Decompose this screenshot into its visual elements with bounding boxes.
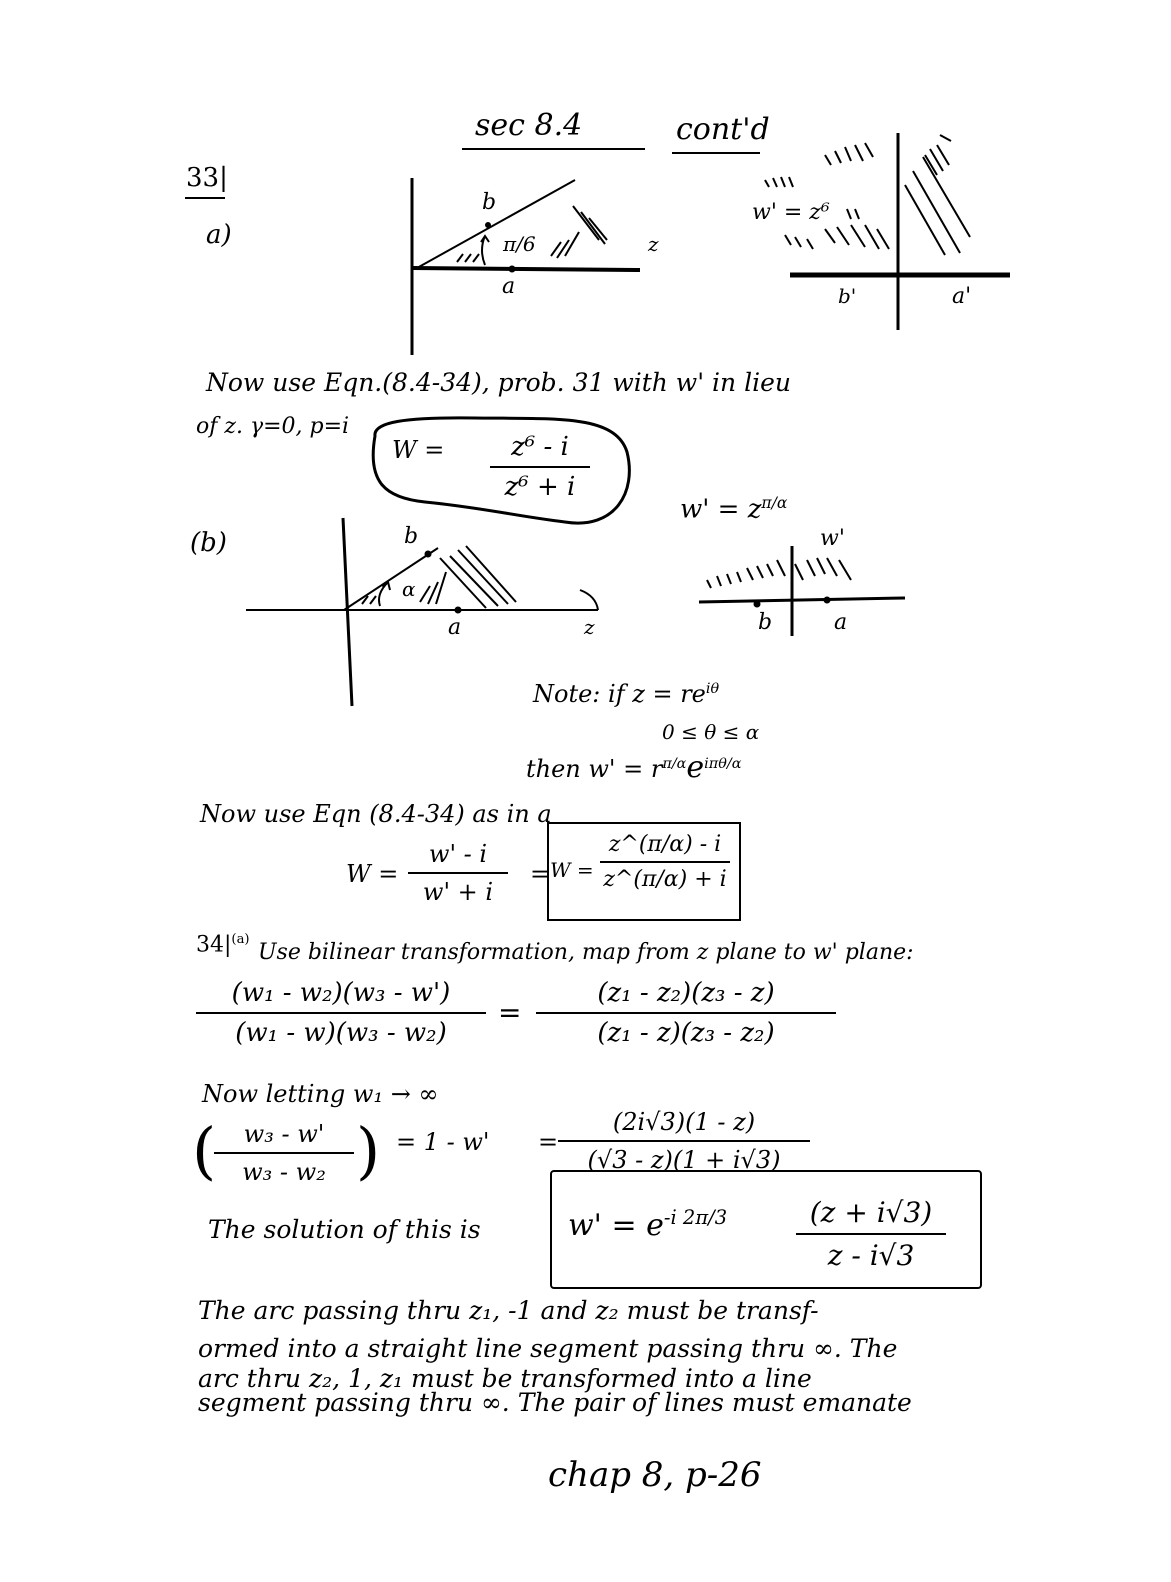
part-b-w-denominator: w' + i	[422, 878, 494, 906]
part-a-formula-fraction	[490, 432, 590, 502]
contd-underline	[672, 152, 760, 154]
page-footer: chap 8, p-26	[548, 1455, 762, 1495]
solution-lhs	[568, 1206, 727, 1243]
hatching	[362, 546, 516, 608]
solution-numerator: (z + i√3)	[809, 1196, 933, 1229]
part-a-formula-lhs: W =	[392, 436, 445, 464]
paren-fraction	[214, 1120, 354, 1186]
paragraph-line-4: segment passing thru ∞. The pair of lines must emanate	[198, 1388, 912, 1417]
note-line-1-exponent: iθ	[705, 681, 720, 697]
paragraph-line-3: arc thru z₂, 1, z₁ must be transformed into a line	[198, 1364, 812, 1393]
point-a	[824, 597, 831, 604]
part-a-text-1: Now use Eqn.(8.4-34), prob. 31 with w' in lieu	[206, 368, 791, 397]
part-b-w-fraction	[408, 840, 508, 906]
section-title-underline	[462, 148, 645, 150]
paren-denominator: w₃ - w₂	[242, 1158, 326, 1186]
paragraph-line-2: ormed into a straight line segment passing thru ∞. The	[198, 1334, 898, 1363]
hatching	[765, 135, 970, 255]
fig-b-a-label: a	[448, 615, 462, 640]
figure-33b-w-plane	[695, 530, 910, 640]
point-b	[485, 222, 491, 228]
part-a-label: a)	[206, 220, 232, 250]
paren-left: (	[192, 1114, 217, 1187]
axis-x	[699, 598, 905, 602]
rhs2-numerator: (2i√3)(1 - z)	[612, 1108, 756, 1136]
fig-b-b-label: b	[404, 524, 419, 549]
note-line-3-e: e	[686, 750, 705, 785]
fig-a-aprime-label: a'	[952, 284, 972, 309]
part-b-map-exponent: π/α	[761, 494, 788, 512]
point-a	[509, 266, 516, 273]
rhs2-denominator: (√3 - z)(1 + i√3)	[587, 1146, 781, 1174]
point-b	[754, 601, 761, 608]
fig-b-b2-label: b	[758, 610, 773, 635]
point-a	[455, 607, 462, 614]
fig-b-wprime-label: w'	[820, 526, 845, 551]
note-line-3-exp1: π/α	[662, 756, 687, 772]
part-b-map	[680, 494, 787, 525]
axis-y	[343, 518, 352, 706]
part-b-w-lhs: W =	[346, 860, 399, 888]
rhs2-fraction	[558, 1108, 810, 1174]
bilinear-lhs-denominator: (w₁ - w)(w₃ - w₂)	[235, 1018, 447, 1048]
fig-a-map-label: w' = z⁶	[752, 200, 830, 225]
second-equals: =	[538, 1128, 559, 1156]
part-b-result-fraction	[600, 832, 730, 892]
part-a-formula-denominator: z⁶ + i	[504, 472, 576, 502]
bilinear-rhs-denominator: (z₁ - z)(z₃ - z₂)	[597, 1018, 775, 1048]
solution-lhs-text: w' = e	[568, 1208, 664, 1243]
part-b-text: Now use Eqn (8.4-34) as in a	[200, 800, 552, 828]
problem-34-number: $34|^{(a)}$	[196, 932, 250, 958]
note-line-3-text: then w' = r	[526, 755, 663, 783]
problem-33-number: 33|	[186, 163, 228, 193]
problem-33-underline	[185, 197, 225, 199]
solution-label: The solution of this is	[208, 1215, 481, 1244]
solution-fraction	[796, 1196, 946, 1272]
bilinear-lhs-numerator: (w₁ - w₂)(w₃ - w')	[231, 978, 451, 1008]
hatching	[707, 558, 851, 588]
part-b-label: (b)	[190, 528, 227, 558]
problem-34-part: (a)	[231, 932, 250, 947]
section-title: sec 8.4	[475, 108, 583, 143]
fig-a-bprime-label: b'	[838, 284, 857, 308]
part-b-map-base: w' = z	[680, 494, 762, 525]
note-line-1	[533, 680, 719, 708]
fig-b-z-label: z	[584, 615, 595, 639]
part-b-result-numerator: z^(π/α) - i	[608, 832, 722, 857]
letting-text: Now letting w₁ → ∞	[202, 1080, 439, 1108]
note-line-1-text: Note: if z = re	[533, 680, 706, 708]
fig-b-angle-label: α	[402, 577, 416, 601]
part-b-equals: =	[530, 860, 551, 888]
solution-denominator: z - i√3	[827, 1239, 915, 1272]
note-line-2: 0 ≤ θ ≤ α	[662, 720, 760, 744]
figure-33a-w-plane	[755, 125, 1015, 335]
one-minus-w: = 1 - w'	[396, 1128, 490, 1156]
bilinear-lhs	[196, 978, 486, 1048]
part-b-result-denominator: z^(π/α) + i	[603, 867, 727, 892]
fig-a-angle-label: π/6	[503, 232, 536, 256]
axis-x	[412, 268, 640, 270]
bilinear-equals: =	[498, 996, 522, 1029]
figure-33a-z-plane	[395, 170, 655, 360]
problem-34-intro: Use bilinear transformation, map from z plane to w' plane:	[258, 940, 914, 965]
fig-a-z-label: z	[648, 232, 659, 256]
angle-arrow	[481, 236, 489, 265]
fig-b-a2-label: a	[834, 610, 848, 635]
bilinear-rhs	[536, 978, 836, 1048]
solution-exponent: -i 2π/3	[663, 1206, 728, 1229]
wedge-ray	[344, 548, 438, 610]
fig-a-b-label: b	[482, 190, 497, 215]
paragraph-line-1: The arc passing thru z₁, -1 and z₂ must be transf-	[198, 1296, 819, 1325]
fig-a-a-label: a	[502, 274, 516, 299]
part-b-w-numerator: w' - i	[428, 840, 488, 868]
bilinear-rhs-numerator: (z₁ - z₂)(z₃ - z)	[597, 978, 775, 1008]
paren-right: )	[356, 1114, 381, 1187]
note-line-3	[526, 750, 741, 785]
point-b	[425, 551, 432, 558]
paren-numerator: w₃ - w'	[243, 1120, 325, 1148]
part-a-formula-numerator: z⁶ - i	[511, 432, 569, 462]
part-a-text-2: of z. γ=0, p=i	[196, 414, 350, 439]
contd-label: cont'd	[676, 112, 770, 147]
part-b-result-lhs: W =	[550, 858, 594, 882]
note-line-3-exp2: iπθ/α	[704, 756, 742, 772]
